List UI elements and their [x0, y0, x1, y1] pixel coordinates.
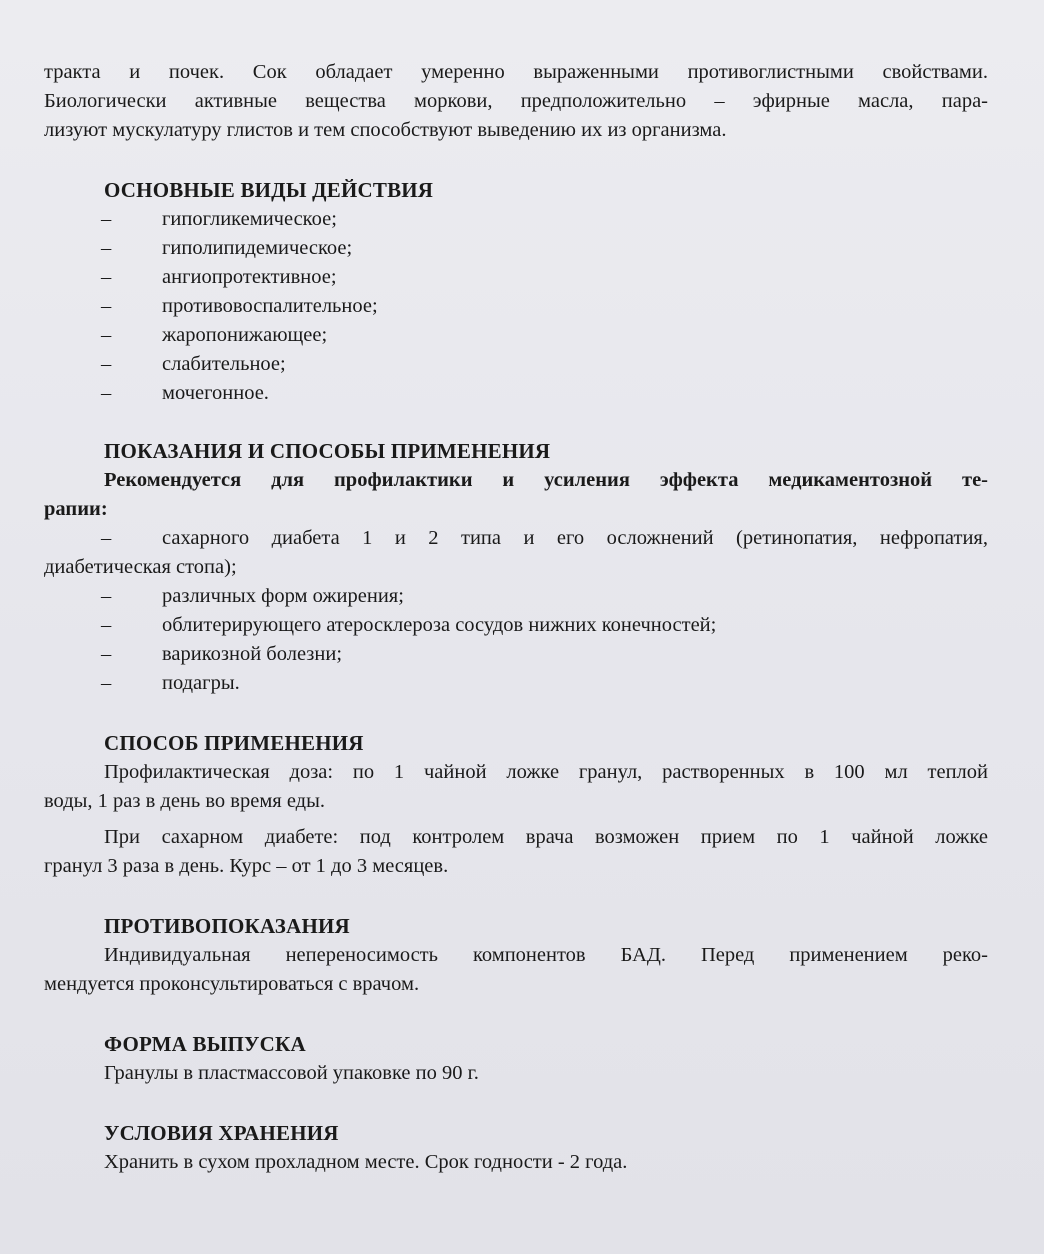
- actions-item: [44, 205, 988, 234]
- dash: –: [101, 527, 112, 549]
- storage-line-1: Хранить в сухом прохладном месте. Срок годности - 2 года.: [104, 1151, 628, 1173]
- indications-item: [44, 640, 988, 669]
- usage-heading: СПОСОБ ПРИМЕНЕНИЯ: [104, 731, 364, 755]
- indications-item: [44, 611, 988, 640]
- usage-p2-line-2: гранул 3 раза в день. Курс – от 1 до 3 месяцев.: [44, 855, 449, 877]
- indications-list: [44, 582, 988, 698]
- dash: –: [101, 266, 112, 288]
- usage-p1-line-1: Профилактическая доза: по 1 чайной ложке гранул, растворенных в 100 мл теплой: [104, 761, 988, 783]
- actions-item: [44, 379, 988, 408]
- form-line-1: Гранулы в пластмассовой упаковке по 90 г.: [104, 1062, 479, 1084]
- intro-line-3: лизуют мускулатуру глистов и тем способствуют выведению их из организма.: [44, 119, 727, 141]
- intro-paragraph: [44, 58, 988, 145]
- actions-item-text: гипогликемическое;: [162, 208, 337, 230]
- indications-item-text: сахарного диабета 1 и 2 типа и его осложнений (ретинопатия, нефропатия,: [162, 527, 988, 549]
- dash: –: [101, 295, 112, 317]
- actions-item-text: слабительное;: [162, 353, 286, 375]
- dash: –: [101, 672, 112, 694]
- dash: –: [101, 208, 112, 230]
- indications-item: [44, 524, 988, 553]
- actions-item-text: мочегонное.: [162, 382, 269, 404]
- usage-p1-line-2: воды, 1 раз в день во время еды.: [44, 790, 326, 812]
- indications-item: [44, 582, 988, 611]
- actions-item-text: жаропонижающее;: [162, 324, 328, 346]
- indications-heading: ПОКАЗАНИЯ И СПОСОБЫ ПРИМЕНЕНИЯ: [104, 439, 551, 463]
- actions-heading: ОСНОВНЫЕ ВИДЫ ДЕЙСТВИЯ: [104, 178, 434, 202]
- dash: –: [101, 382, 112, 404]
- dash: –: [101, 237, 112, 259]
- actions-item: [44, 234, 988, 263]
- contraindications-heading: ПРОТИВОПОКАЗАНИЯ: [104, 914, 350, 938]
- indications-item-text: различных форм ожирения;: [162, 585, 404, 607]
- contraindications-line-1: Индивидуальная непереносимость компонентов БАД. Перед применением реко-: [104, 944, 988, 966]
- dash: –: [101, 643, 112, 665]
- usage-p2-line-1: При сахарном диабете: под контролем врача возможен прием по 1 чайной ложке: [104, 826, 988, 848]
- indications-lead-line-2: рапии:: [44, 498, 108, 520]
- indications-item: [44, 669, 988, 698]
- actions-item: [44, 350, 988, 379]
- actions-item-text: ангиопротективное;: [162, 266, 337, 288]
- indications-item-text: подагры.: [162, 672, 240, 694]
- dash: –: [101, 614, 112, 636]
- indications-item-continuation: диабетическая стопа);: [44, 556, 237, 578]
- indications-item-text: варикозной болезни;: [162, 643, 343, 665]
- actions-item-text: противовоспалительное;: [162, 295, 378, 317]
- document-text: [44, 58, 988, 1177]
- dash: –: [101, 324, 112, 346]
- actions-item: [44, 292, 988, 321]
- intro-line-2: Биологически активные вещества моркови, предположительно – эфирные масла, пара-: [44, 90, 988, 112]
- actions-list: [44, 205, 988, 408]
- contraindications-line-2: мендуется проконсультироваться с врачом.: [44, 973, 420, 995]
- form-heading: ФОРМА ВЫПУСКА: [104, 1032, 306, 1056]
- dash: –: [101, 353, 112, 375]
- dash: –: [101, 585, 112, 607]
- actions-item: [44, 263, 988, 292]
- indications-lead-line-1: Рекомендуется для профилактики и усиления эффекта медикаментозной те-: [104, 469, 988, 491]
- indications-item-text: облитерирующего атеросклероза сосудов нижних конечностей;: [162, 614, 717, 636]
- actions-item-text: гиполипидемическое;: [162, 237, 353, 259]
- actions-item: [44, 321, 988, 350]
- storage-heading: УСЛОВИЯ ХРАНЕНИЯ: [104, 1121, 339, 1145]
- intro-line-1: тракта и почек. Сок обладает умеренно выраженными противоглистными свойствами.: [44, 61, 988, 83]
